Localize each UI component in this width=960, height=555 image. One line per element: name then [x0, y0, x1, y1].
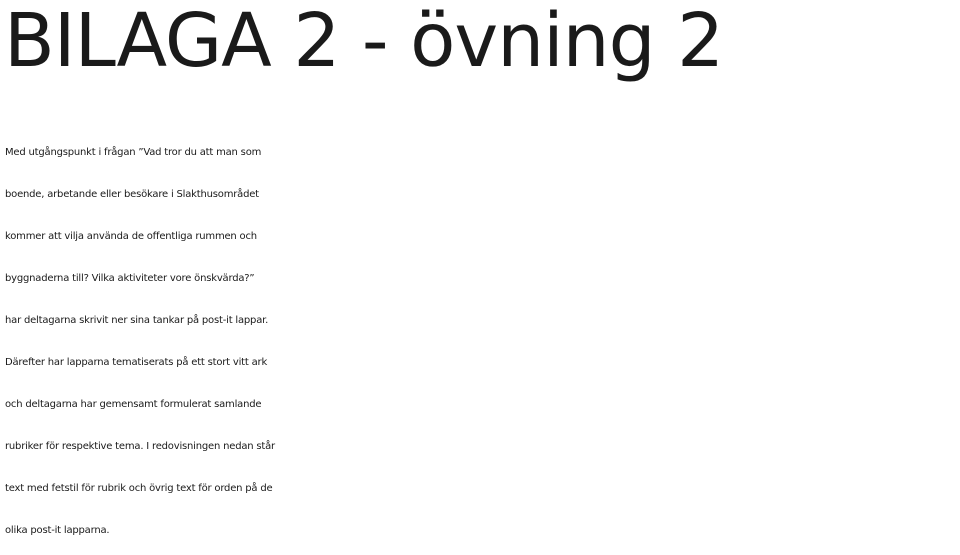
paragraph-line: och deltagarna har gemensamt formulerat samlande — [5, 399, 262, 410]
paragraph-line: boende, arbetande eller besökare i Slakthusområdet — [5, 189, 259, 200]
paragraph-line: olika post-it lapparna. — [5, 525, 110, 536]
paragraph-line: byggnaderna till? Vilka aktiviteter vore önskvärda?” — [5, 273, 255, 284]
paragraph-line: har deltagarna skrivit ner sina tankar på post-it lappar. — [5, 315, 269, 326]
paragraph-line: Därefter har lapparna tematiserats på ett stort vitt ark — [5, 357, 268, 368]
paragraph-line: rubriker för respektive tema. I redovisningen nedan står — [5, 441, 275, 452]
paragraph-line: Med utgångspunkt i frågan ”Vad tror du att man som — [5, 147, 262, 158]
paragraph-line: kommer att vilja använda de offentliga rummen och — [5, 231, 257, 242]
body-paragraph — [5, 132, 960, 552]
paragraph-line: text med fetstil för rubrik och övrig text för orden på de — [5, 483, 273, 494]
page-title: BILAGA 2 - övning 2 — [4, 0, 724, 84]
